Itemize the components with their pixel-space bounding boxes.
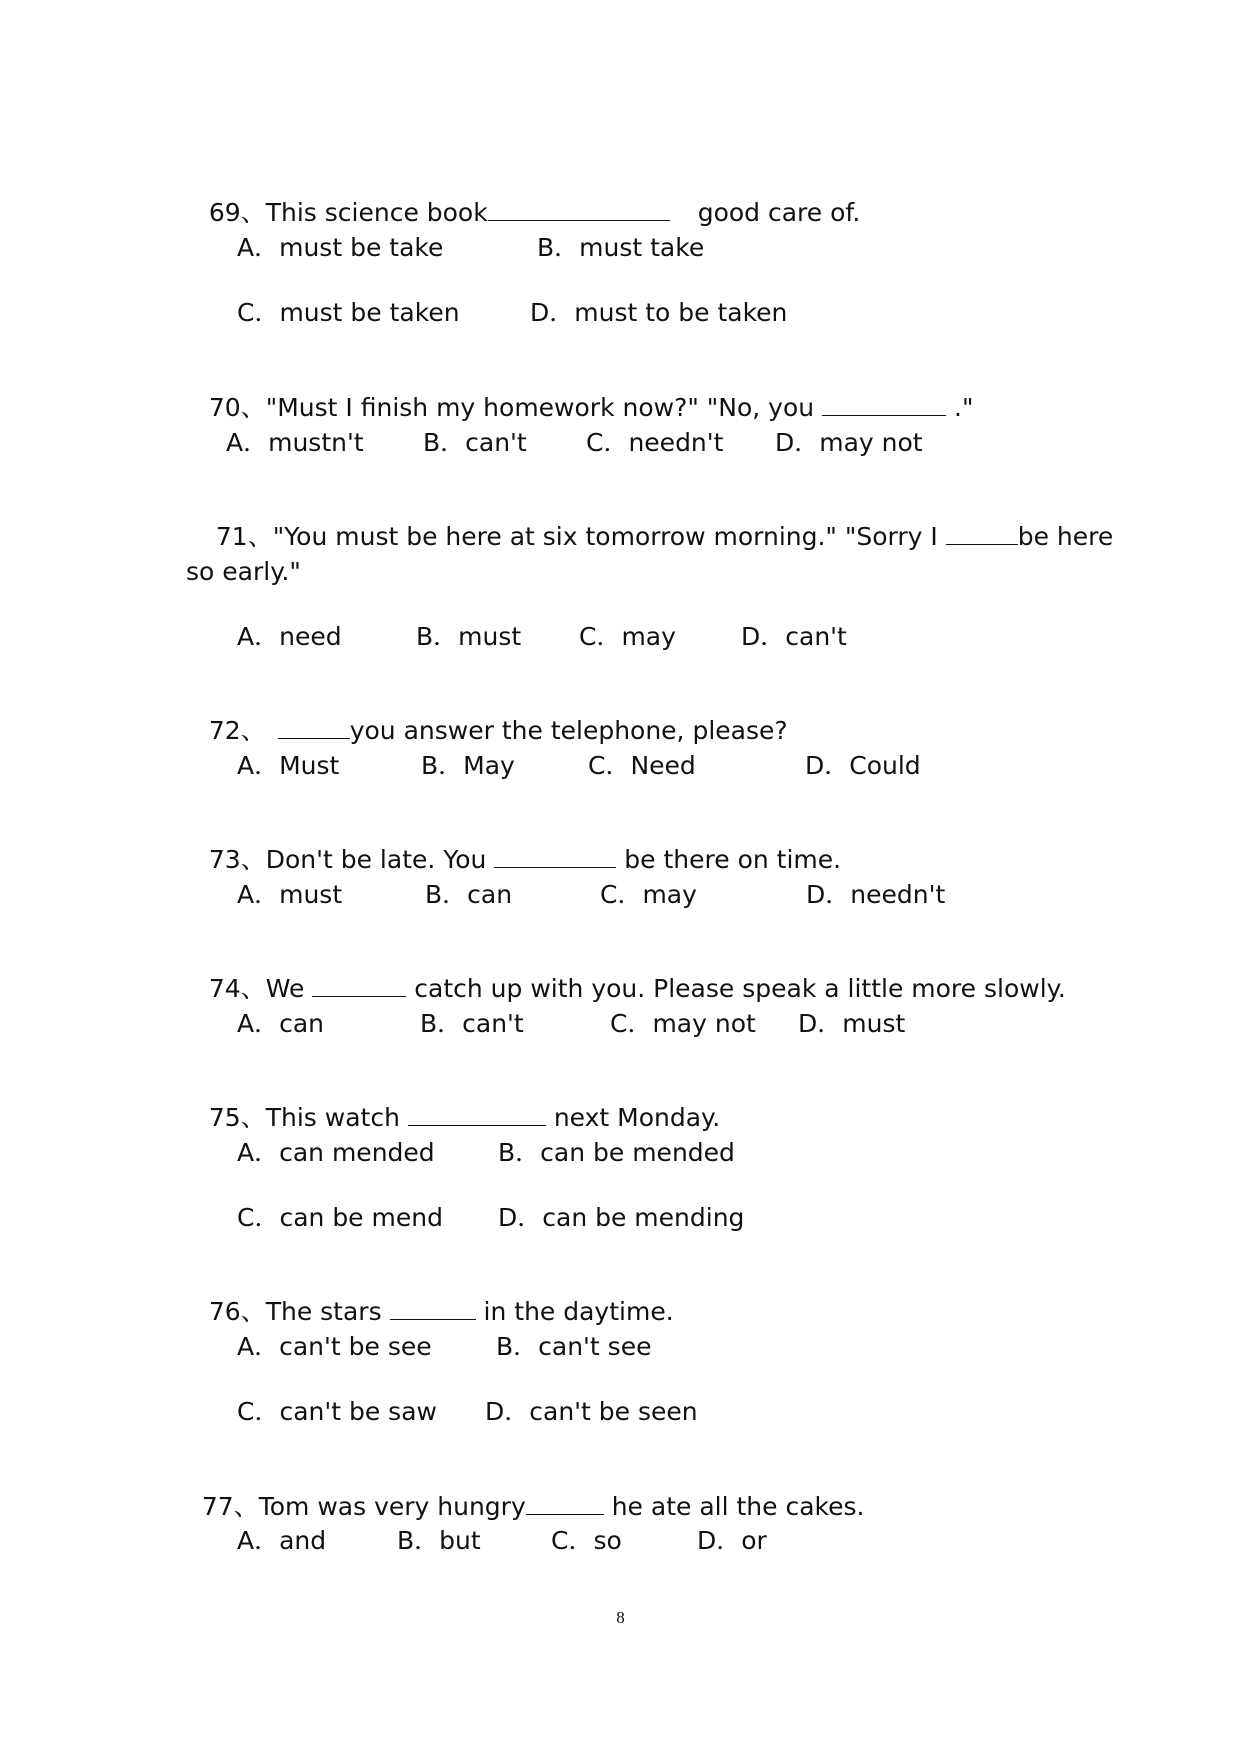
question-stem: "You must be here at six tomorrow morning." "Sorry I bbox=[272, 522, 938, 551]
question-75 bbox=[193, 1073, 720, 1133]
question-stem-end: in the daytime. bbox=[483, 1297, 674, 1326]
option-c: C．Need bbox=[588, 751, 696, 780]
question-stem: We bbox=[265, 974, 305, 1003]
question-stem: This watch bbox=[265, 1103, 400, 1132]
option-c: C．can be mend bbox=[237, 1203, 443, 1232]
option-a: A．must bbox=[237, 880, 343, 909]
option-c: C．so bbox=[551, 1526, 622, 1555]
answer-blank bbox=[526, 1492, 604, 1515]
option-a: A．Must bbox=[237, 751, 340, 780]
option-d: D．can be mending bbox=[498, 1203, 745, 1232]
question-stem: This science book bbox=[265, 198, 488, 227]
question-number: 73、 bbox=[208, 845, 266, 874]
question-stem: Don't be late. You bbox=[265, 845, 487, 874]
option-b: B．can't bbox=[423, 428, 527, 457]
question-number: 74、 bbox=[208, 974, 266, 1003]
option-d: D．must bbox=[798, 1009, 906, 1038]
question-number: 69、 bbox=[208, 198, 266, 227]
option-a: A．and bbox=[237, 1526, 327, 1555]
option-b: B．can be mended bbox=[498, 1138, 735, 1167]
option-c: C．may bbox=[579, 622, 676, 651]
option-d: D．or bbox=[697, 1526, 767, 1555]
option-b: B．can't see bbox=[496, 1332, 652, 1361]
question-stem-end: next Monday. bbox=[553, 1103, 721, 1132]
question-72 bbox=[193, 686, 788, 746]
question-number: 75、 bbox=[208, 1103, 266, 1132]
option-c: C．can't be saw bbox=[237, 1397, 437, 1426]
question-stem-end: be there on time. bbox=[624, 845, 842, 874]
option-c: C．needn't bbox=[586, 428, 724, 457]
question-stem: "Must I finish my homework now?" "No, you bbox=[265, 393, 815, 422]
option-b: B．can't bbox=[420, 1009, 524, 1038]
answer-blank bbox=[390, 1297, 476, 1320]
option-b: B．May bbox=[421, 751, 515, 780]
answer-blank bbox=[312, 974, 406, 997]
answer-blank bbox=[946, 522, 1018, 545]
option-a: A．need bbox=[237, 622, 342, 651]
question-number: 70、 bbox=[208, 393, 266, 422]
option-c: C．must be taken bbox=[237, 298, 460, 327]
option-a: A．must be take bbox=[237, 233, 444, 262]
option-a: A．can mended bbox=[237, 1138, 435, 1167]
option-d: D．can't bbox=[741, 622, 847, 651]
answer-blank bbox=[278, 716, 350, 739]
option-d: D．can't be seen bbox=[485, 1397, 698, 1426]
option-a: A．mustn't bbox=[226, 428, 364, 457]
question-stem-end: ." bbox=[954, 393, 974, 422]
question-continuation: so early." bbox=[186, 557, 301, 586]
option-b: B．but bbox=[397, 1526, 481, 1555]
answer-blank bbox=[408, 1103, 546, 1126]
option-d: D．Could bbox=[805, 751, 921, 780]
question-stem-end: good care of. bbox=[697, 198, 861, 227]
question-number: 77、 bbox=[201, 1492, 259, 1521]
question-73 bbox=[193, 815, 841, 875]
question-stem: The stars bbox=[265, 1297, 382, 1326]
question-stem-end: catch up with you. Please speak a little more slowly. bbox=[414, 974, 1066, 1003]
option-d: D．must to be taken bbox=[530, 298, 788, 327]
answer-blank bbox=[494, 845, 616, 868]
option-b: B．must take bbox=[537, 233, 705, 262]
question-stem-end: be here bbox=[1017, 522, 1114, 551]
question-76 bbox=[193, 1267, 674, 1327]
option-c: C．may not bbox=[610, 1009, 756, 1038]
page-number: 8 bbox=[616, 1608, 625, 1627]
option-d: D．may not bbox=[775, 428, 923, 457]
option-d: D．needn't bbox=[806, 880, 946, 909]
question-71 bbox=[200, 492, 1113, 552]
question-69 bbox=[193, 168, 860, 228]
option-c: C．may bbox=[600, 880, 697, 909]
answer-blank bbox=[488, 198, 670, 221]
question-74 bbox=[193, 944, 1066, 1004]
question-number: 72、 bbox=[208, 716, 266, 745]
question-stem-end: you answer the telephone, please? bbox=[349, 716, 788, 745]
option-b: B．can bbox=[425, 880, 513, 909]
option-a: A．can't be see bbox=[237, 1332, 432, 1361]
question-77 bbox=[186, 1462, 864, 1522]
question-stem: Tom was very hungry bbox=[258, 1492, 526, 1521]
question-number: 76、 bbox=[208, 1297, 266, 1326]
question-number: 71、 bbox=[215, 522, 273, 551]
answer-blank bbox=[822, 393, 946, 416]
question-stem-end: he ate all the cakes. bbox=[611, 1492, 865, 1521]
option-b: B．must bbox=[416, 622, 522, 651]
question-70 bbox=[193, 363, 973, 423]
option-a: A．can bbox=[237, 1009, 325, 1038]
